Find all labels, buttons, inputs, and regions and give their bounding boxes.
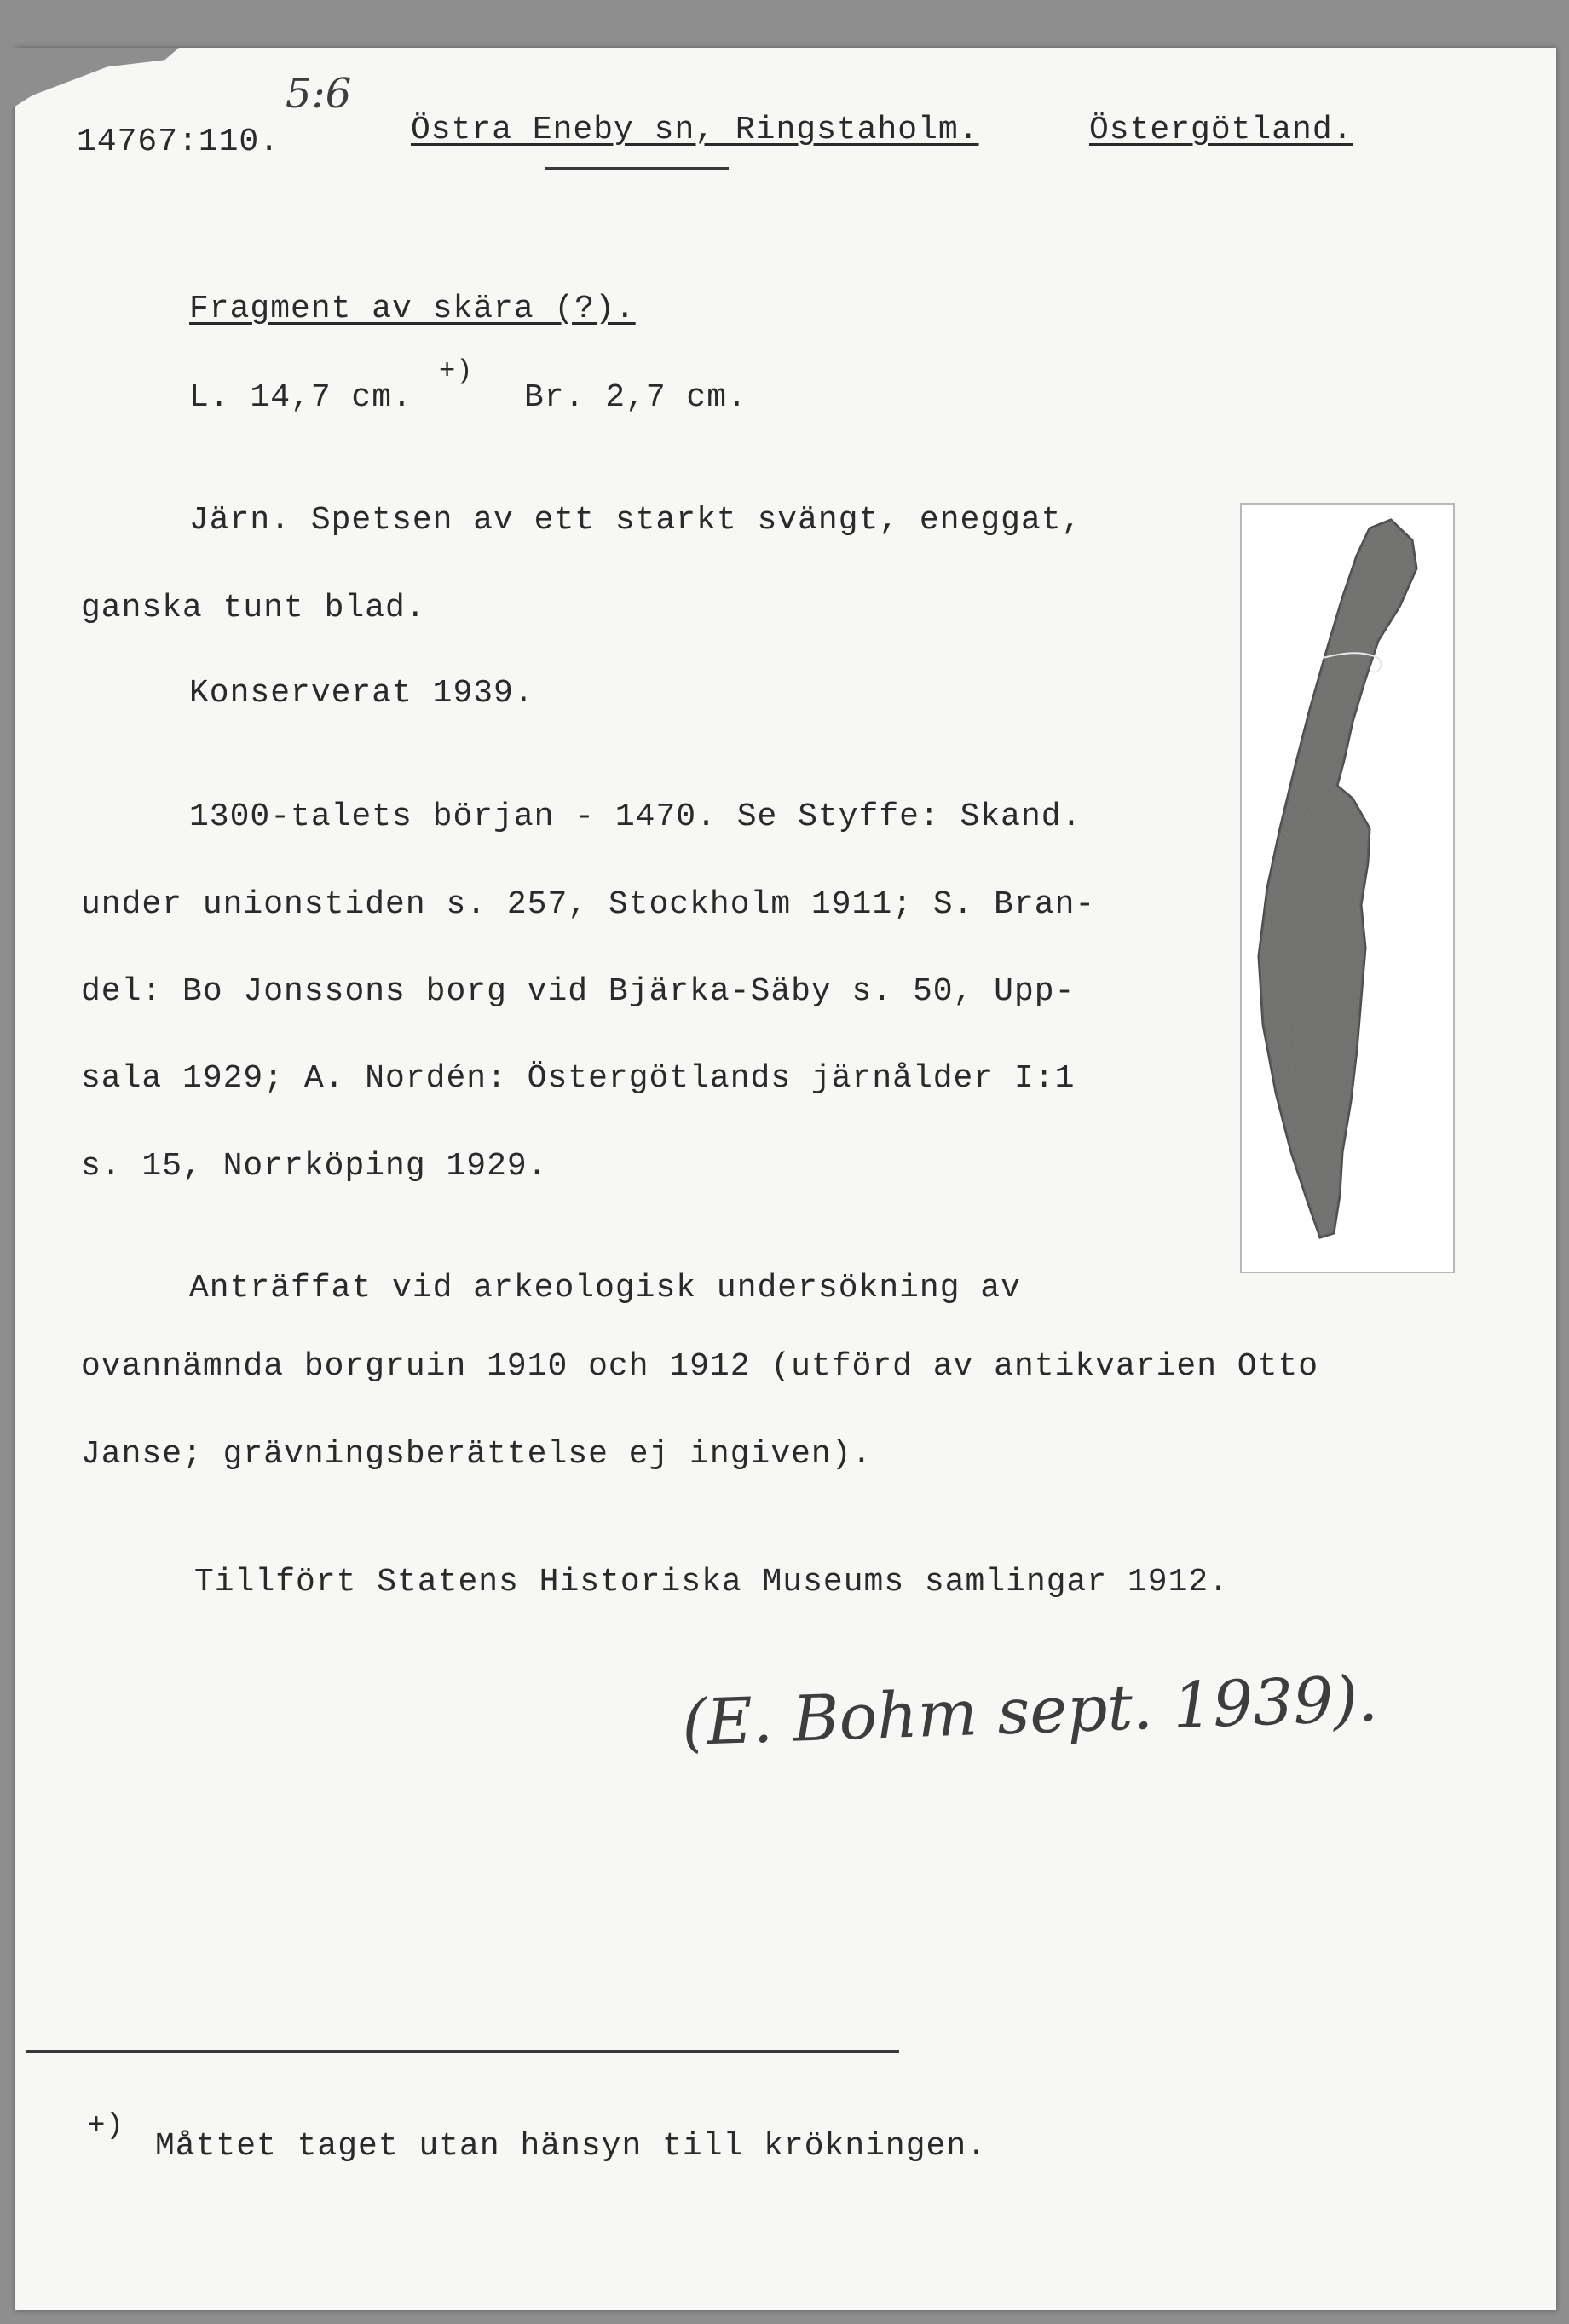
catalog-number: 14767:110. [77, 124, 280, 160]
dating-line-5: s. 15, Norrköping 1929. [81, 1148, 548, 1185]
dating-line-1: 1300-talets början - 1470. Se Styffe: Skand. [189, 799, 1082, 835]
dating-line-3: del: Bo Jonssons borg vid Bjärka-Säby s. 50, Upp- [81, 973, 1076, 1010]
handwritten-signature: (E. Bohm sept. 1939). [680, 1662, 1380, 1761]
conservation-note: Konserverat 1939. [189, 675, 534, 712]
find-line-1: Anträffat vid arkeologisk undersökning av [189, 1270, 1021, 1306]
dimension-breadth: Br. 2,7 cm. [524, 379, 747, 416]
location-underline-mark [545, 167, 729, 170]
find-line-2: ovannämnda borgruin 1910 och 1912 (utförd av antikvarien Otto [81, 1348, 1319, 1385]
dimension-length: L. 14,7 cm. [189, 379, 412, 416]
find-line-3: Janse; grävningsberättelse ej ingiven). [81, 1436, 873, 1473]
dating-line-4: sala 1929; A. Nordén: Östergötlands järnålder I:1 [81, 1060, 1076, 1097]
object-photograph [1240, 503, 1455, 1273]
sickle-fragment-image [1242, 505, 1453, 1272]
acquisition-note: Tillfört Statens Historiska Museums samlingar 1912. [194, 1564, 1229, 1600]
footnote-text: Måttet taget utan hänsyn till krökningen. [155, 2128, 987, 2165]
description-line-2: ganska tunt blad. [81, 590, 426, 626]
province: Östergötland. [1089, 112, 1353, 148]
dimension-footnote-marker: +) [439, 355, 474, 387]
footnote-separator [26, 2050, 899, 2053]
description-line-1: Järn. Spetsen av ett starkt svängt, eneggat, [189, 502, 1082, 539]
footnote-marker: +) [88, 2110, 124, 2142]
corner-note: 5:6 [286, 70, 352, 118]
object-title: Fragment av skära (?). [189, 291, 636, 327]
find-location: Östra Eneby sn, Ringstaholm. [411, 112, 979, 148]
dating-line-2: under unionstiden s. 257, Stockholm 1911; S. Bran- [81, 886, 1096, 923]
